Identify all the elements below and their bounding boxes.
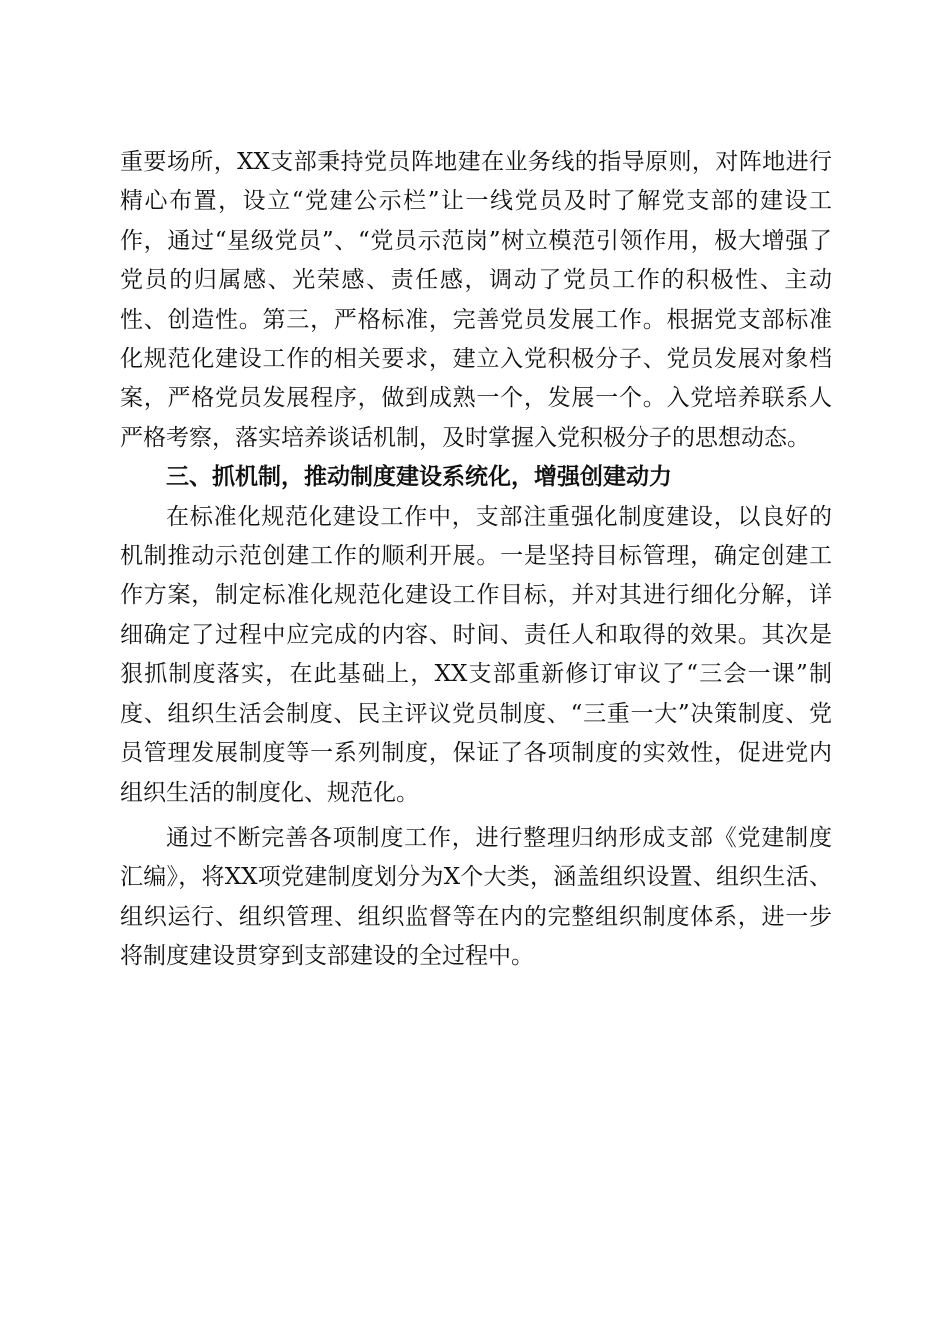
body-paragraph-continued: 重要场所，XX支部秉持党员阵地建在业务线的指导原则，对阵地进行精心布置，设立“党建公示栏”让一线党员及时了解党支部的建设工作，通过“星级党员”、“党员示范岗”树立模范引领作用，极大增强了党员的归属感、光荣感、责任感，调动了党员工作的积极性、主动性、创造性。第三，严格标准，完善党员发展工作。根据党支部标准化规范化建设工作的相关要求，建立入党积极分子、党员发展对象档案，严格党员发展程序，做到成熟一个，发展一个。入党培养联系人严格考察，落实培养谈话机制，及时掌握入党积极分子的思想动态。	[120, 149, 832, 451]
document-body	[120, 143, 832, 977]
body-paragraph: 在标准化规范化建设工作中，支部注重强化制度建设，以良好的机制推动示范创建工作的顺利开展。一是坚持目标管理，确定创建工作方案，制定标准化规范化建设工作目标，并对其进行细化分解，详细确定了过程中应完成的内容、时间、责任人和取得的效果。其次是狠抓制度落实，在此基础上，XX支部重新修订审议了“三会一课”制度、组织生活会制度、民主评议党员制度、“三重一大”决策制度、党员管理发展制度等一系列制度，保证了各项制度的实效性，促进党内组织生活的制度化、规范化。	[120, 503, 832, 806]
section-heading-3: 三、抓机制，推动制度建设系统化，增强创建动力	[166, 464, 672, 491]
body-paragraph-closing: 通过不断完善各项制度工作，进行整理归纳形成支部《党建制度汇编》，将XX项党建制度划分为X个大类，涵盖组织设置、组织生活、组织运行、组织管理、组织监督等在内的完整组织制度体系，进一步将制度建设贯穿到支部建设的全过程中。	[120, 824, 832, 970]
